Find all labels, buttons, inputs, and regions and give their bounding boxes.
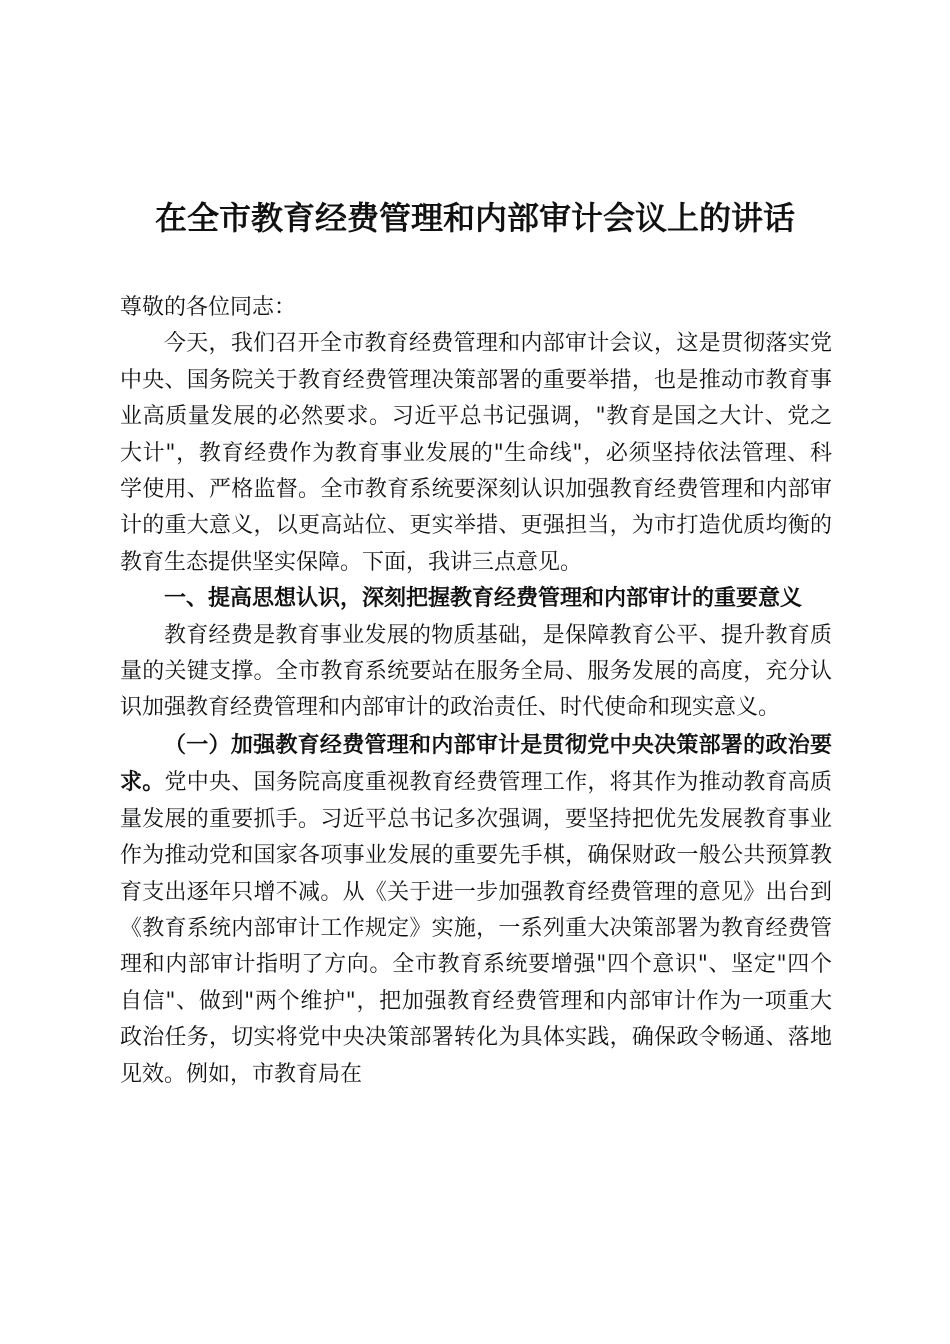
subsection-paragraph	[120, 727, 832, 1093]
subsection-text: 党中央、国务院高度重视教育经费管理工作，将其作为推动教育高质量发展的重要抓手。习近平总书记多次强调，要坚持把优先发展教育事业作为推动党和国家各项事业发展的重要先手棋，确保财政一般公共预算教育支出逐年只增不减。从《关于进一步加强教育经费管理的意见》出台到《教育系统内部审计工作规定》实施，一系列重大决策部署为教育经费管理和内部审计指明了方向。全市教育系统要增强"四个意识"、坚定"四个自信"、做到"两个维护"，把加强教育经费管理和内部审计作为一项重大政治任务，切实将党中央决策部署转化为具体实践，确保政令畅通、落地见效。例如，市教育局在	[120, 770, 832, 1087]
subsection-heading: （一）加强教育经费管理和内部审计是贯彻党中央决策部署的政治要求。	[120, 731, 832, 796]
document-title: 在全市教育经费管理和内部审计会议上的讲话	[154, 199, 795, 237]
section-heading: 一、提高思想认识，深刻把握教育经费管理和内部审计的重要意义	[164, 586, 803, 612]
intro-paragraph: 今天，我们召开全市教育经费管理和内部审计会议，这是贯彻落实党中央、国务院关于教育经费管理决策部署的重要举措，也是推动市教育事业高质量发展的必然要求。习近平总书记强调，"教育是国之大计、党之大计"，教育经费作为教育事业发展的"生命线"，必须坚持依法管理、科学使用、严格监督。全市教育系统要深刻认识加强教育经费管理和内部审计的重大意义，以更高站位、更实举措、更强担当，为市打造优质均衡的教育生态提供坚实保障。下面，我讲三点意见。	[120, 331, 832, 575]
salutation: 尊敬的各位同志：	[120, 295, 297, 320]
document-body	[120, 290, 832, 1093]
section-paragraph: 教育经费是教育事业发展的物质基础，是保障教育公平、提升教育质量的关键支撑。全市教育系统要站在服务全局、服务发展的高度，充分认识加强教育经费管理和内部审计的政治责任、时代使命和现实意义。	[120, 622, 832, 721]
